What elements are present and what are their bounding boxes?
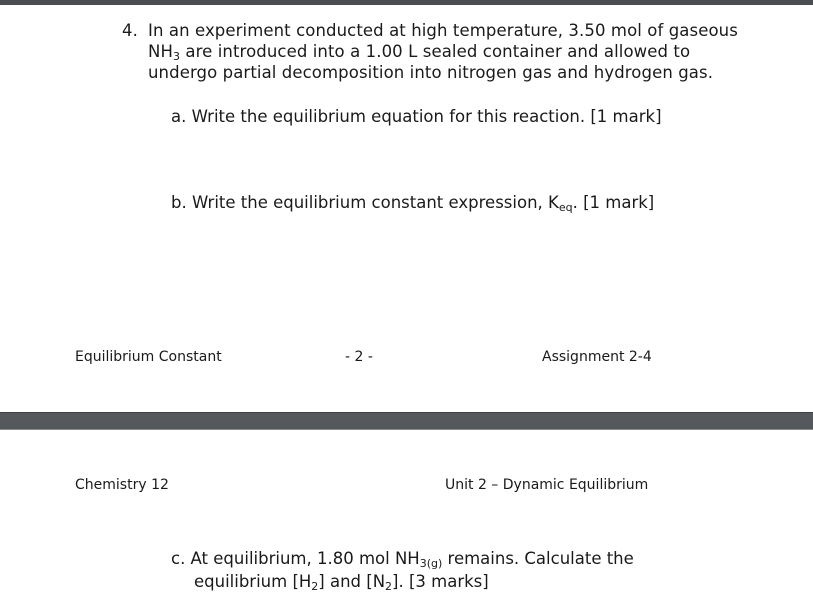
question-line-2-rest: are introduced into a 1.00 L sealed container and allowed to: [180, 42, 691, 61]
h2-subscript: 2: [311, 580, 319, 593]
footer-title: Equilibrium Constant: [75, 349, 222, 365]
part-c-prompt-line-1: [171, 548, 634, 569]
part-b-marks: . [1 mark]: [572, 193, 655, 212]
header-course: Chemistry 12: [75, 477, 169, 493]
top-page-edge: [0, 0, 813, 5]
footer-page-number: - 2 -: [345, 349, 373, 365]
nh3-subscript: 3: [172, 50, 181, 63]
question-number: 4.: [122, 21, 138, 40]
question-line-2: [148, 41, 748, 62]
nh3-formula: NH: [148, 42, 173, 61]
part-c-marks: ]. [3 marks]: [392, 572, 489, 591]
question-line-3: undergo partial decomposition into nitrogen gas and hydrogen gas.: [148, 63, 714, 82]
part-c-h2: equilibrium [H: [194, 572, 312, 591]
part-b-text: b. Write the equilibrium constant expression, K: [171, 193, 559, 212]
keq-subscript: eq: [558, 201, 573, 214]
page-separator: [0, 412, 813, 430]
part-c-n2: ] and [N: [318, 572, 386, 591]
question-4-text: [148, 20, 748, 83]
part-c-prompt-line-2: [194, 571, 489, 592]
part-c-text: c. At equilibrium, 1.80 mol NH: [171, 549, 420, 568]
part-b-prompt: [171, 192, 654, 213]
part-c-text-rest: remains. Calculate the: [442, 549, 634, 568]
header-unit: Unit 2 – Dynamic Equilibrium: [445, 477, 649, 493]
footer-assignment: Assignment 2-4: [542, 349, 652, 365]
question-line-1: In an experiment conducted at high temperature, 3.50 mol of gaseous: [148, 21, 738, 40]
part-a-prompt: a. Write the equilibrium equation for this reaction. [1 mark]: [171, 107, 662, 126]
n2-subscript: 2: [385, 580, 393, 593]
nh3g-subscript: 3(g): [419, 557, 443, 570]
